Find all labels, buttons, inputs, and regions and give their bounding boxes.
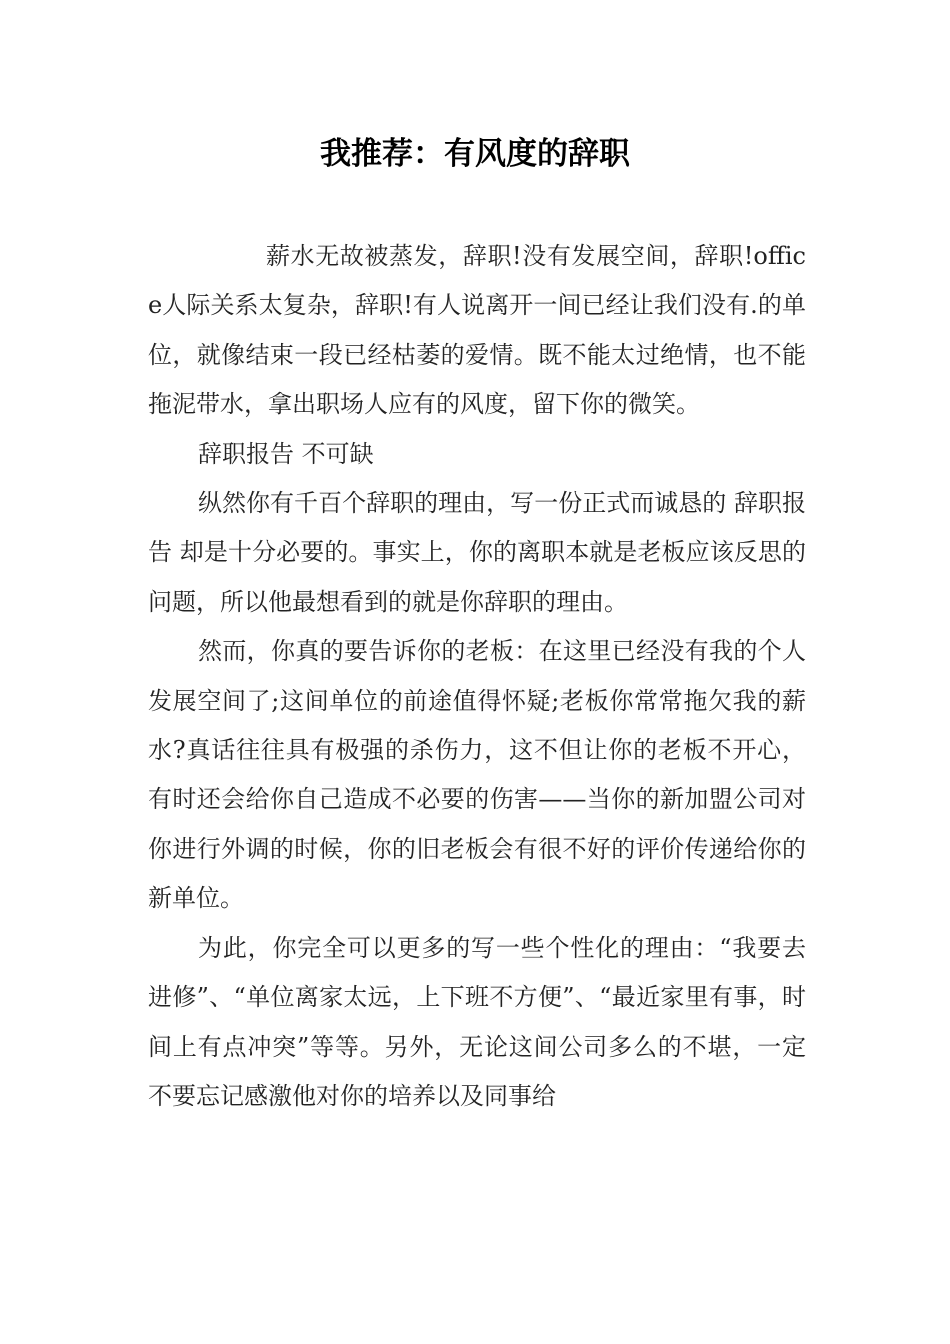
section-heading: 辞职报告 不可缺	[198, 439, 374, 468]
document-title: 我推荐：有风度的辞职	[320, 136, 630, 172]
paragraph: 薪水无故被蒸发，辞职!没有发展空间，辞职!office人际关系太复杂，辞职!有人说离开一间已经让我们没有.的单位，就像结束一段已经枯萎的爱情。既不能太过绝情，也不能拖泥带水，拿出职场人应有的风度，留下你的微笑。	[148, 242, 806, 419]
paragraph: 纵然你有千百个辞职的理由，写一份正式而诚恳的 辞职报告 却是十分必要的。事实上，你的离职本就是老板应该反思的问题，所以他最想看到的就是你辞职的理由。	[148, 489, 806, 616]
paragraph: 为此，你完全可以更多的写一些个性化的理由：“我要去进修”、“单位离家太远，上下班不方便”、“最近家里有事，时间上有点冲突”等等。另外，无论这间公司多么的不堪，一定不要忘记感激他对你的培养以及同事给	[148, 933, 806, 1110]
paragraph: 然而，你真的要告诉你的老板：在这里已经没有我的个人发展空间了;这间单位的前途值得怀疑;老板你常常拖欠我的薪水?真话往往具有极强的杀伤力，这不但让你的老板不开心，有时还会给你自己造成不必要的伤害——当你的新加盟公司对你进行外调的时候，你的旧老板会有很不好的评价传递给你的新单位。	[148, 637, 806, 913]
document-body	[148, 232, 806, 1121]
